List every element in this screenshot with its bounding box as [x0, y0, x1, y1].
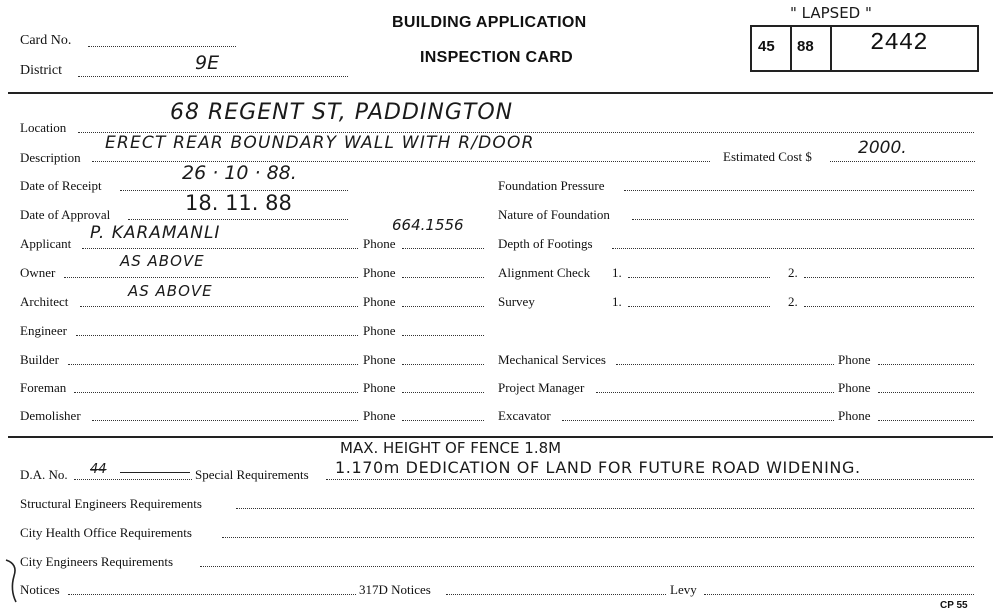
title-line-1: BUILDING APPLICATION: [392, 14, 587, 31]
foreman-label: Foreman: [20, 380, 67, 395]
da-no-field[interactable]: [74, 479, 192, 480]
date-approval-field[interactable]: [128, 219, 348, 220]
mechanical-phone-label: Phone: [838, 352, 871, 367]
city-health-field[interactable]: [222, 537, 974, 538]
special-note-top: MAX. HEIGHT OF FENCE 1.8M: [340, 439, 562, 457]
survey-2-field[interactable]: [804, 306, 974, 307]
excavator-phone-label: Phone: [838, 408, 871, 423]
special-requirements-label: Special Requirements: [195, 467, 309, 482]
da-no-value: 44: [90, 462, 107, 477]
district-value: 9E: [195, 52, 220, 74]
builder-field[interactable]: [68, 364, 358, 365]
architect-field[interactable]: [80, 306, 358, 307]
location-value: 68 REGENT ST, PADDINGTON: [170, 100, 514, 125]
applicant-label: Applicant: [20, 236, 72, 251]
estimated-cost-label: Estimated Cost $: [723, 149, 812, 164]
notices-field[interactable]: [68, 594, 356, 595]
nature-foundation-label: Nature of Foundation: [498, 207, 610, 222]
notices-317d-label: 317D Notices: [359, 582, 431, 597]
builder-phone-label: Phone: [363, 352, 396, 367]
box-number-2: 88: [797, 38, 814, 55]
city-engineers-field[interactable]: [200, 566, 974, 567]
alignment-check-1-label: 1.: [612, 265, 622, 280]
box-number-3: 2442: [870, 30, 928, 57]
architect-value: AS ABOVE: [128, 282, 213, 300]
mechanical-phone-field[interactable]: [878, 364, 974, 365]
survey-1-label: 1.: [612, 294, 622, 309]
alignment-check-label: Alignment Check: [498, 265, 591, 280]
section-divider: [8, 436, 993, 438]
levy-label: Levy: [670, 582, 697, 597]
date-receipt-value: 26 · 10 · 88.: [182, 162, 297, 184]
structural-engineers-label: Structural Engineers Requirements: [20, 496, 202, 511]
applicant-field[interactable]: [82, 248, 358, 249]
engineer-phone-field[interactable]: [402, 335, 484, 336]
header-divider: [8, 92, 993, 94]
application-number-box: [750, 25, 979, 72]
notices-label: Notices: [20, 582, 60, 597]
alignment-check-1-field[interactable]: [628, 277, 770, 278]
architect-label: Architect: [20, 294, 69, 309]
box-divider-2: [830, 25, 832, 70]
title-line-2: INSPECTION CARD: [420, 49, 573, 66]
survey-1-field[interactable]: [628, 306, 770, 307]
alignment-check-2-field[interactable]: [804, 277, 974, 278]
mechanical-services-field[interactable]: [616, 364, 834, 365]
demolisher-label: Demolisher: [20, 408, 81, 423]
owner-phone-field[interactable]: [402, 277, 484, 278]
box-divider-1: [790, 25, 792, 70]
foundation-pressure-field[interactable]: [624, 190, 974, 191]
description-value: ERECT REAR BOUNDARY WALL WITH R/DOOR: [105, 133, 535, 153]
project-manager-label: Project Manager: [498, 380, 585, 395]
depth-footings-field[interactable]: [612, 248, 974, 249]
engineer-phone-label: Phone: [363, 323, 396, 338]
city-engineers-label: City Engineers Requirements: [20, 554, 174, 569]
city-health-label: City Health Office Requirements: [20, 525, 192, 540]
owner-field[interactable]: [64, 277, 358, 278]
location-label: Location: [20, 120, 67, 135]
architect-phone-label: Phone: [363, 294, 396, 309]
applicant-value: P. KARAMANLI: [90, 223, 221, 243]
district-label: District: [20, 63, 62, 78]
owner-value: AS ABOVE: [120, 252, 205, 270]
demolisher-phone-field[interactable]: [402, 420, 484, 421]
box-number-1: 45: [758, 38, 775, 55]
special-requirements-value: 1.170m DEDICATION OF LAND FOR FUTURE ROAD WIDENING.: [335, 458, 861, 477]
survey-2-label: 2.: [788, 294, 798, 309]
project-manager-phone-label: Phone: [838, 380, 871, 395]
owner-label: Owner: [20, 265, 56, 280]
excavator-label: Excavator: [498, 408, 551, 423]
builder-label: Builder: [20, 352, 59, 367]
foreman-phone-field[interactable]: [402, 392, 484, 393]
applicant-phone-value: 664.1556: [392, 216, 464, 234]
date-approval-value: 18. 11. 88: [185, 191, 292, 215]
project-manager-field[interactable]: [596, 392, 834, 393]
demolisher-phone-label: Phone: [363, 408, 396, 423]
owner-phone-label: Phone: [363, 265, 396, 280]
da-no-label: D.A. No.: [20, 467, 68, 482]
foreman-phone-label: Phone: [363, 380, 396, 395]
builder-phone-field[interactable]: [402, 364, 484, 365]
structural-engineers-field[interactable]: [236, 508, 974, 509]
card-no-field[interactable]: [88, 46, 236, 47]
estimated-cost-field[interactable]: [830, 161, 975, 162]
estimated-cost-value: 2000.: [858, 138, 907, 158]
engineer-field[interactable]: [76, 335, 358, 336]
date-receipt-label: Date of Receipt: [20, 178, 102, 193]
nature-foundation-field[interactable]: [632, 219, 974, 220]
card-no-label: Card No.: [20, 33, 72, 48]
project-manager-phone-field[interactable]: [878, 392, 974, 393]
applicant-phone-label: Phone: [363, 236, 396, 251]
engineer-label: Engineer: [20, 323, 67, 338]
mechanical-services-label: Mechanical Services: [498, 352, 606, 367]
foundation-pressure-label: Foundation Pressure: [498, 178, 605, 193]
da-no-strike: [120, 472, 190, 473]
architect-phone-field[interactable]: [402, 306, 484, 307]
depth-footings-label: Depth of Footings: [498, 236, 593, 251]
excavator-phone-field[interactable]: [878, 420, 974, 421]
district-field[interactable]: [78, 76, 348, 77]
excavator-field[interactable]: [562, 420, 834, 421]
alignment-check-2-label: 2.: [788, 265, 798, 280]
lapsed-note: " LAPSED ": [790, 4, 872, 22]
demolisher-field[interactable]: [92, 420, 358, 421]
notices-317d-field[interactable]: [446, 594, 666, 595]
date-approval-label: Date of Approval: [20, 207, 111, 222]
applicant-phone-field[interactable]: [402, 248, 484, 249]
survey-label: Survey: [498, 294, 535, 309]
foreman-field[interactable]: [74, 392, 358, 393]
form-code: CP 55: [940, 600, 968, 611]
description-label: Description: [20, 150, 81, 165]
levy-field[interactable]: [704, 594, 974, 595]
special-requirements-field[interactable]: [326, 479, 974, 480]
handwritten-bracket-mark: [2, 556, 24, 606]
